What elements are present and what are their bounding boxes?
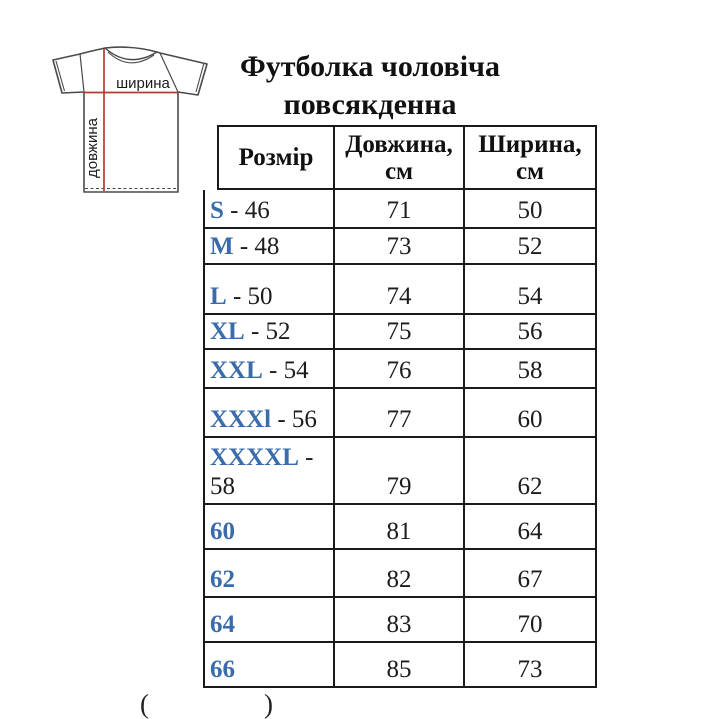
size-table-header: [217, 125, 597, 190]
width-cell: 52: [465, 229, 597, 263]
size-cell: M - 48: [205, 229, 335, 263]
header-width: Ширина, см: [465, 127, 597, 188]
size-table-body: [203, 190, 597, 688]
page-title-line1: Футболка чоловіча: [240, 50, 500, 83]
width-cell: 70: [465, 598, 597, 641]
length-label: довжина: [84, 118, 101, 178]
length-cell: 79: [335, 438, 465, 503]
width-cell: 60: [465, 389, 597, 436]
length-cell: 83: [335, 598, 465, 641]
width-cell: 67: [465, 550, 597, 596]
table-row: [205, 643, 597, 688]
width-cell: 64: [465, 505, 597, 548]
length-cell: 75: [335, 315, 465, 348]
length-cell: 85: [335, 643, 465, 686]
clipped-footnote-right-paren: ): [264, 689, 273, 719]
width-cell: 58: [465, 350, 597, 387]
size-cell: XXXl - 56: [205, 389, 335, 436]
length-cell: 76: [335, 350, 465, 387]
size-cell: L - 50: [205, 265, 335, 313]
width-cell: 56: [465, 315, 597, 348]
length-cell: 77: [335, 389, 465, 436]
table-row: [205, 190, 597, 229]
width-label: ширина: [116, 75, 170, 92]
table-row: [205, 550, 597, 598]
table-row: [205, 265, 597, 315]
table-row: [205, 389, 597, 438]
page-title: [170, 48, 570, 124]
length-cell: 82: [335, 550, 465, 596]
length-cell: 73: [335, 229, 465, 263]
width-cell: 73: [465, 643, 597, 686]
length-cell: 74: [335, 265, 465, 313]
size-cell: XXXXL - 58: [205, 438, 335, 503]
table-row: [205, 315, 597, 350]
size-cell: S - 46: [205, 190, 335, 227]
size-cell: 66: [205, 643, 335, 686]
table-row: [205, 598, 597, 643]
length-cell: 81: [335, 505, 465, 548]
size-cell: 60: [205, 505, 335, 548]
width-cell: 54: [465, 265, 597, 313]
header-size: Розмір: [219, 127, 335, 188]
width-cell: 62: [465, 438, 597, 503]
width-cell: 50: [465, 190, 597, 227]
clipped-footnote-left-paren: (: [140, 689, 149, 719]
size-cell: 62: [205, 550, 335, 596]
size-cell: XXL - 54: [205, 350, 335, 387]
table-row: [205, 505, 597, 550]
table-row: [205, 438, 597, 505]
size-cell: XL - 52: [205, 315, 335, 348]
header-length: Довжина, см: [335, 127, 465, 188]
length-cell: 71: [335, 190, 465, 227]
size-cell: 64: [205, 598, 335, 641]
table-row: [205, 350, 597, 389]
table-row: [205, 229, 597, 265]
page-title-line2: повсякденна: [283, 88, 457, 121]
